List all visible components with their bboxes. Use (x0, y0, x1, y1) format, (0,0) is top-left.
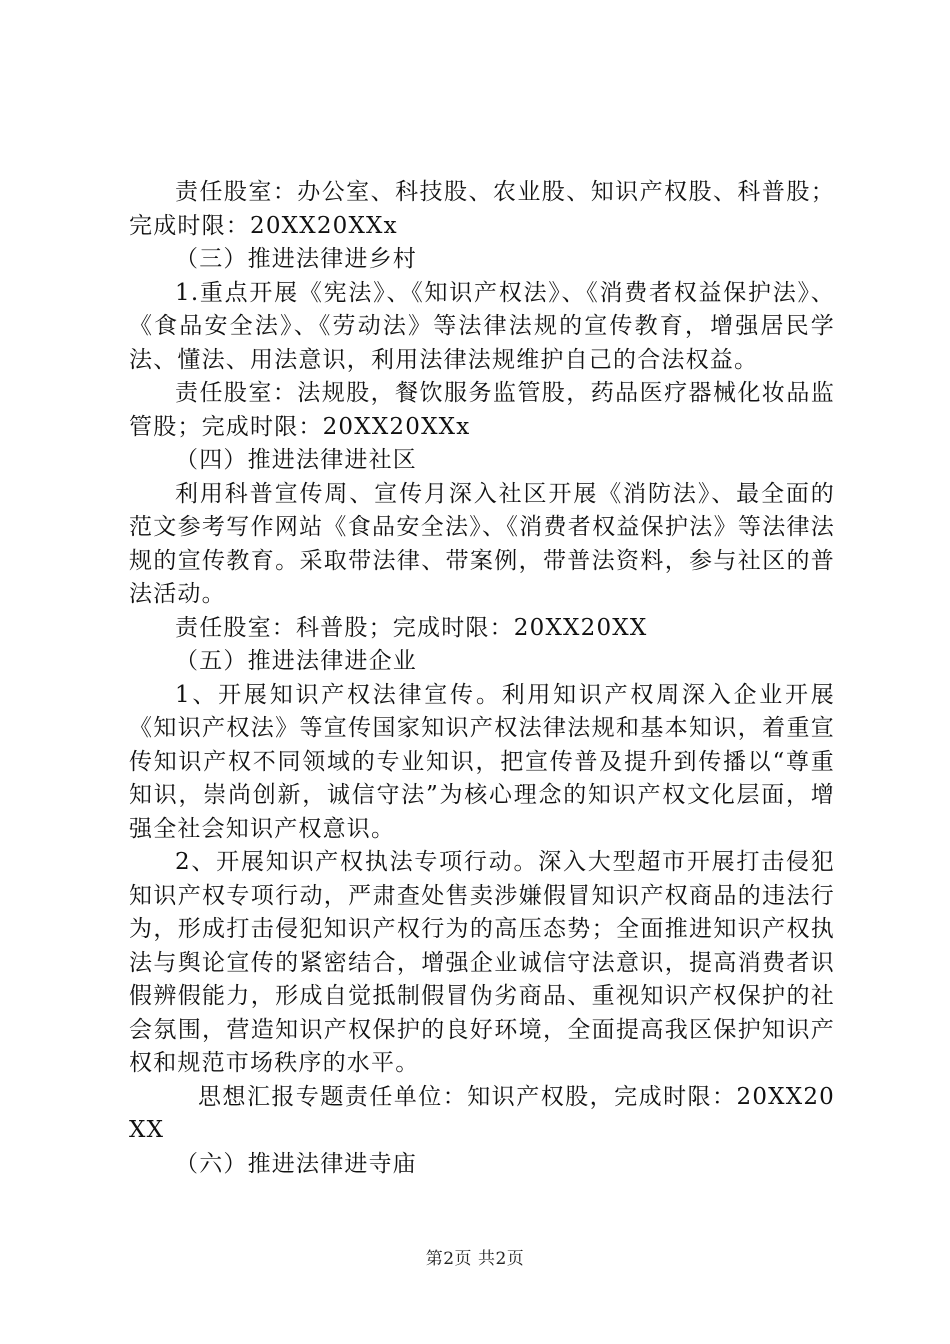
paragraph-enterprise-item-2: 2、开展知识产权执法专项行动。深入大型超市开展打击侵犯知识产权专项行动，严肃查处售卖涉嫌假冒知识产权商品的违法行为，形成打击侵犯知识产权行为的高压态势；全面推进知识产权执法与舆论宣传的紧密结合，增强企业诚信守法意识，提高消费者识假辨假能力，形成自觉抵制假冒伪劣商品、重视知识产权保护的社会氛围，营造知识产权保护的良好环境，全面提高我区保护知识产权和规范市场秩序的水平。 (129, 849, 835, 1076)
paragraph-responsible-office-3: 责任股室：科普股；完成时限：20XX20XX (175, 614, 648, 641)
paragraph-community: 利用科普宣传周、宣传月深入社区开展《消防法》、最全面的范文参考写作网站《食品安全法》、《消费者权益保护法》等法律法规的宣传教育。采取带法律、带案例，带普法资料，参与社区的普法活动。 (129, 480, 835, 607)
paragraph-responsible-unit: 思想汇报专题责任单位：知识产权股，完成时限：20XX20XX (129, 1083, 835, 1143)
section-heading-5: （五）推进法律进企业 (175, 648, 417, 674)
section-heading-6: （六）推进法律进寺庙 (175, 1150, 417, 1177)
page-number-label: 第2页 共2页 (425, 1249, 525, 1269)
page-footer (0, 1244, 950, 1269)
section-heading-4: （四）推进法律进社区 (175, 447, 417, 473)
paragraph-responsible-office-1: 责任股室：办公室、科技股、农业股、知识产权股、科普股；完成时限：20XX20XXx (129, 179, 835, 239)
paragraph-item-rural-1: 1.重点开展《宪法》、《知识产权法》、《消费者权益保护法》、《食品安全法》、《劳动法》等法律法规的宣传教育，增强居民学法、懂法、用法意识，利用法律法规维护自己的合法权益。 (129, 279, 835, 373)
paragraph-enterprise-item-1: 1、开展知识产权法律宣传。利用知识产权周深入企业开展《知识产权法》等宣传国家知识产权法律法规和基本知识，着重宣传知识产权不同领域的专业知识，把宣传普及提升到传播以“尊重知识，崇尚创新，诚信守法”为核心理念的知识产权文化层面，增强全社会知识产权意识。 (129, 681, 835, 842)
document-body (129, 176, 835, 1181)
paragraph-responsible-office-2: 责任股室：法规股，餐饮服务监管股，药品医疗器械化妆品监管股；完成时限：20XX20XXx (129, 380, 835, 440)
section-heading-3: （三）推进法律进乡村 (175, 246, 417, 272)
